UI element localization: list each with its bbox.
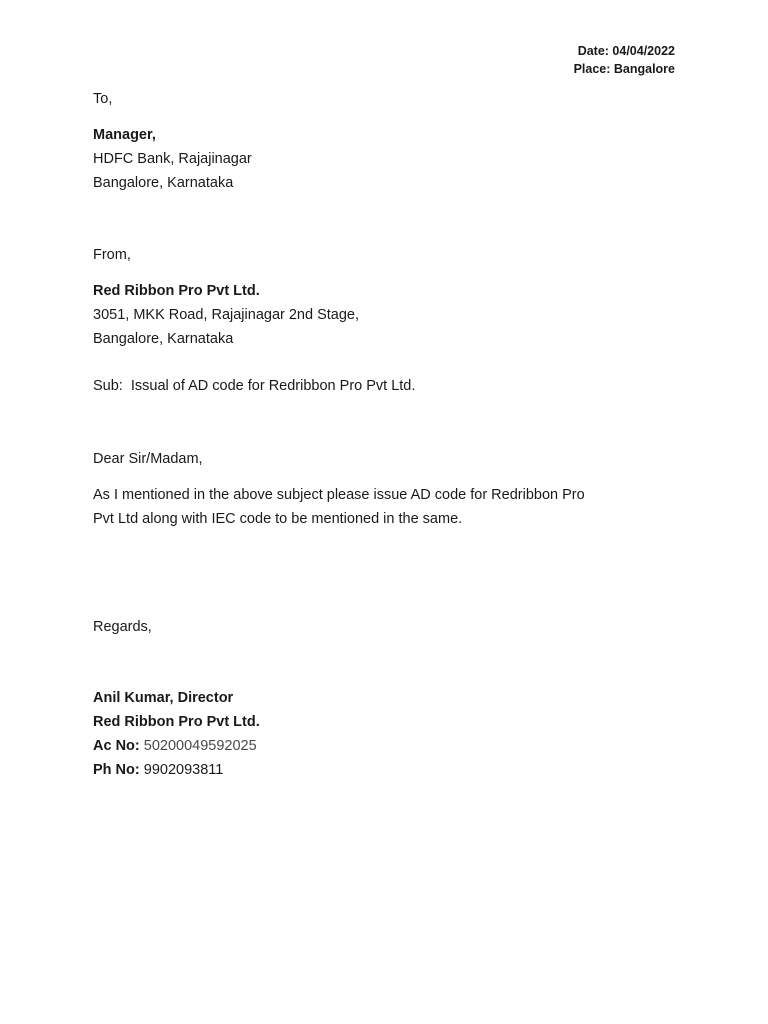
phone-number-value: 9902093811 [143,762,224,778]
signatory-name: Anil Kumar, Director [93,690,234,706]
body-paragraph [93,483,585,531]
subject-line: Sub: Issual of AD code for Redribbon Pro Pvt Ltd. [93,378,416,394]
phone-number-label: Ph No: [93,762,144,778]
sender-address-line2: Bangalore, Karnataka [93,331,234,347]
account-number-value: 50200049592025 [143,738,257,754]
greeting: Dear Sir/Madam, [93,451,203,467]
phone-number-row [93,758,260,782]
date-place-block [574,42,675,78]
date-line: Date: 04/04/2022 [577,44,675,58]
signature-block [93,686,260,782]
to-salutation: To, [93,91,113,107]
recipient-block [93,123,252,195]
recipient-address-line1: HDFC Bank, Rajajinagar [93,151,252,167]
sender-block [93,279,359,351]
signatory-company: Red Ribbon Pro Pvt Ltd. [93,714,260,730]
recipient-title: Manager, [93,127,156,143]
sender-address-line1: 3051, MKK Road, Rajajinagar 2nd Stage, [93,307,360,323]
account-number-label: Ac No: [93,738,144,754]
body-line1: As I mentioned in the above subject please issue AD code for Redribbon Pro [93,487,585,503]
from-salutation: From, [93,247,131,263]
body-line2: Pvt Ltd along with IEC code to be mentioned in the same. [93,511,463,527]
account-number-row [93,734,260,758]
sender-company: Red Ribbon Pro Pvt Ltd. [93,283,260,299]
place-line: Place: Bangalore [573,62,675,76]
closing: Regards, [93,619,152,635]
recipient-address-line2: Bangalore, Karnataka [93,175,234,191]
